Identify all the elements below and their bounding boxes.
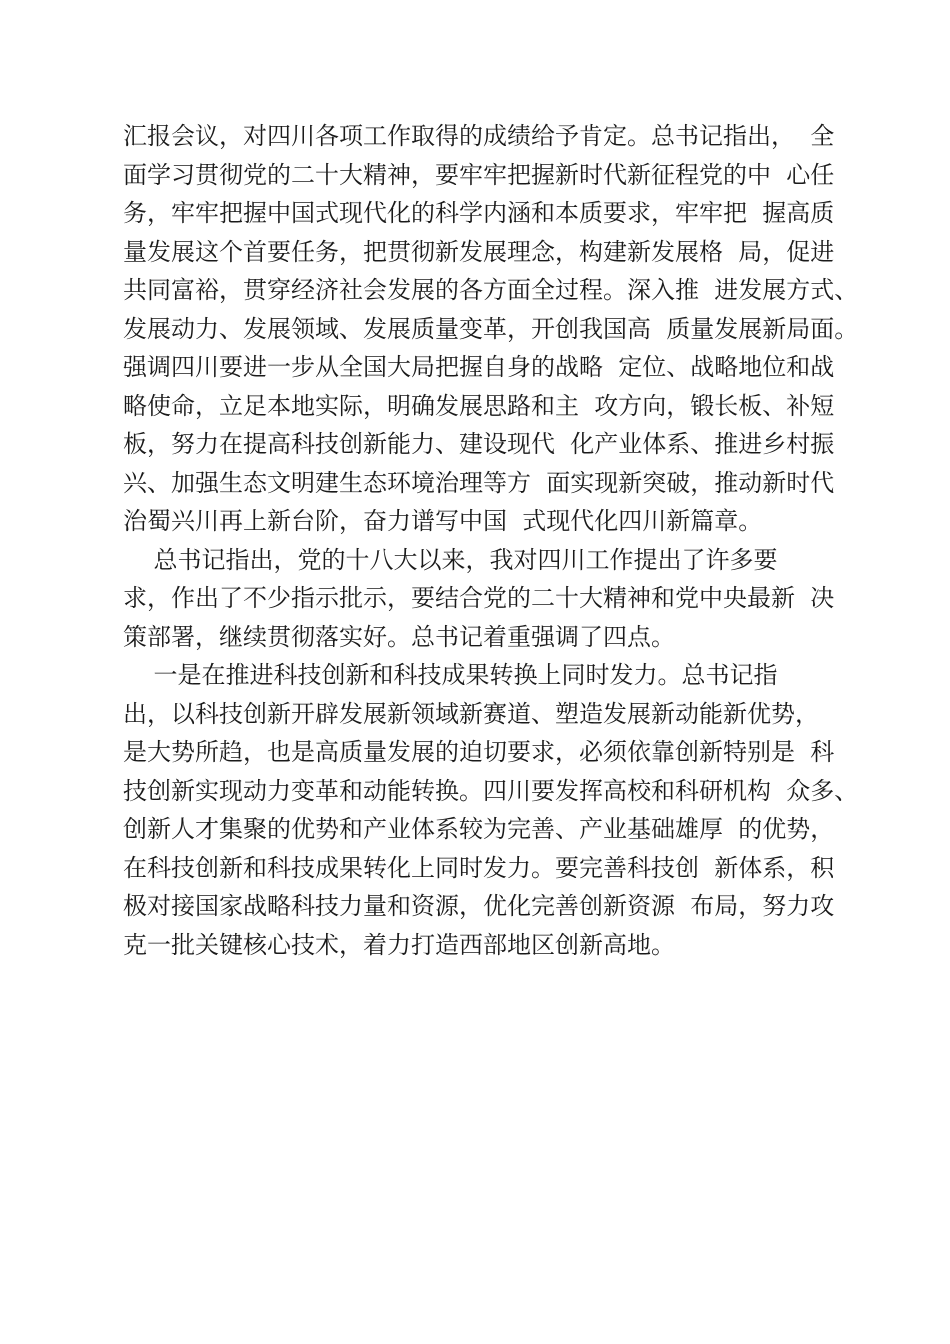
paragraph-2 <box>123 541 848 657</box>
text-line: 共同富裕，贯穿经济社会发展的各方面全过程。深入推 进发展方式、 <box>123 276 859 304</box>
text-line: 总书记指出，党的十八大以来，我对四川工作提出了许多要 <box>123 545 778 574</box>
text-line: 出，以科技创新开辟发展新领域新赛道、塑造发展新动能新优势， <box>123 699 819 728</box>
text-line: 务，牢牢把握中国式现代化的科学内涵和本质要求，牢牢把 握高质 <box>123 199 835 227</box>
text-line: 策部署，继续贯彻落实好。总书记着重强调了四点。 <box>123 622 675 651</box>
document-body <box>123 117 859 964</box>
text-line: 求，作出了不少指示批示，要结合党的二十大精神和党中央最新 决 <box>123 584 835 612</box>
paragraph-3 <box>123 656 859 964</box>
text-line: 兴、加强生态文明建生态环境治理等方 面实现新突破，推动新时代 <box>123 468 835 497</box>
text-line: 创新人才集聚的优势和产业体系较为完善、产业基础雄厚 的优势， <box>123 815 835 843</box>
text-line: 板，努力在提高科技创新能力、建设现代 化产业体系、推进乡村振 <box>123 430 835 458</box>
text-line: 汇报会议，对四川各项工作取得的成绩给予肯定。总书记指出， 全 <box>123 122 835 150</box>
text-line: 面学习贯彻党的二十大精神，要牢牢把握新时代新征程党的中 心任 <box>123 160 835 189</box>
text-line: 在科技创新和科技成果转化上同时发力。要完善科技创 新体系，积 <box>123 853 835 882</box>
text-line: 发展动力、发展领域、发展质量变革，开创我国高 质量发展新局面。 <box>123 314 859 343</box>
text-line: 极对接国家战略科技力量和资源，优化完善创新资源 布局，努力攻 <box>123 892 835 920</box>
text-line: 略使命，立足本地实际，明确发展思路和主 攻方向，锻长板、补短 <box>123 391 835 420</box>
text-line: 是大势所趋，也是高质量发展的迫切要求，必须依靠创新特别是 科 <box>123 738 835 766</box>
text-line: 治蜀兴川再上新台阶，奋力谱写中国 式现代化四川新篇章。 <box>123 507 763 535</box>
text-line: 强调四川要进一步从全国大局把握自身的战略 定位、战略地位和战 <box>123 353 835 381</box>
text-line: 一是在推进科技创新和科技成果转换上同时发力。总书记指 <box>123 661 778 689</box>
text-line: 克一批关键核心技术，着力打造西部地区创新高地。 <box>123 930 675 959</box>
text-line: 量发展这个首要任务，把贯彻新发展理念，构建新发展格 局，促进 <box>123 237 835 266</box>
paragraph-1 <box>123 117 859 541</box>
text-line: 技创新实现动力变革和动能转换。四川要发挥高校和科研机构 众多、 <box>123 776 859 805</box>
